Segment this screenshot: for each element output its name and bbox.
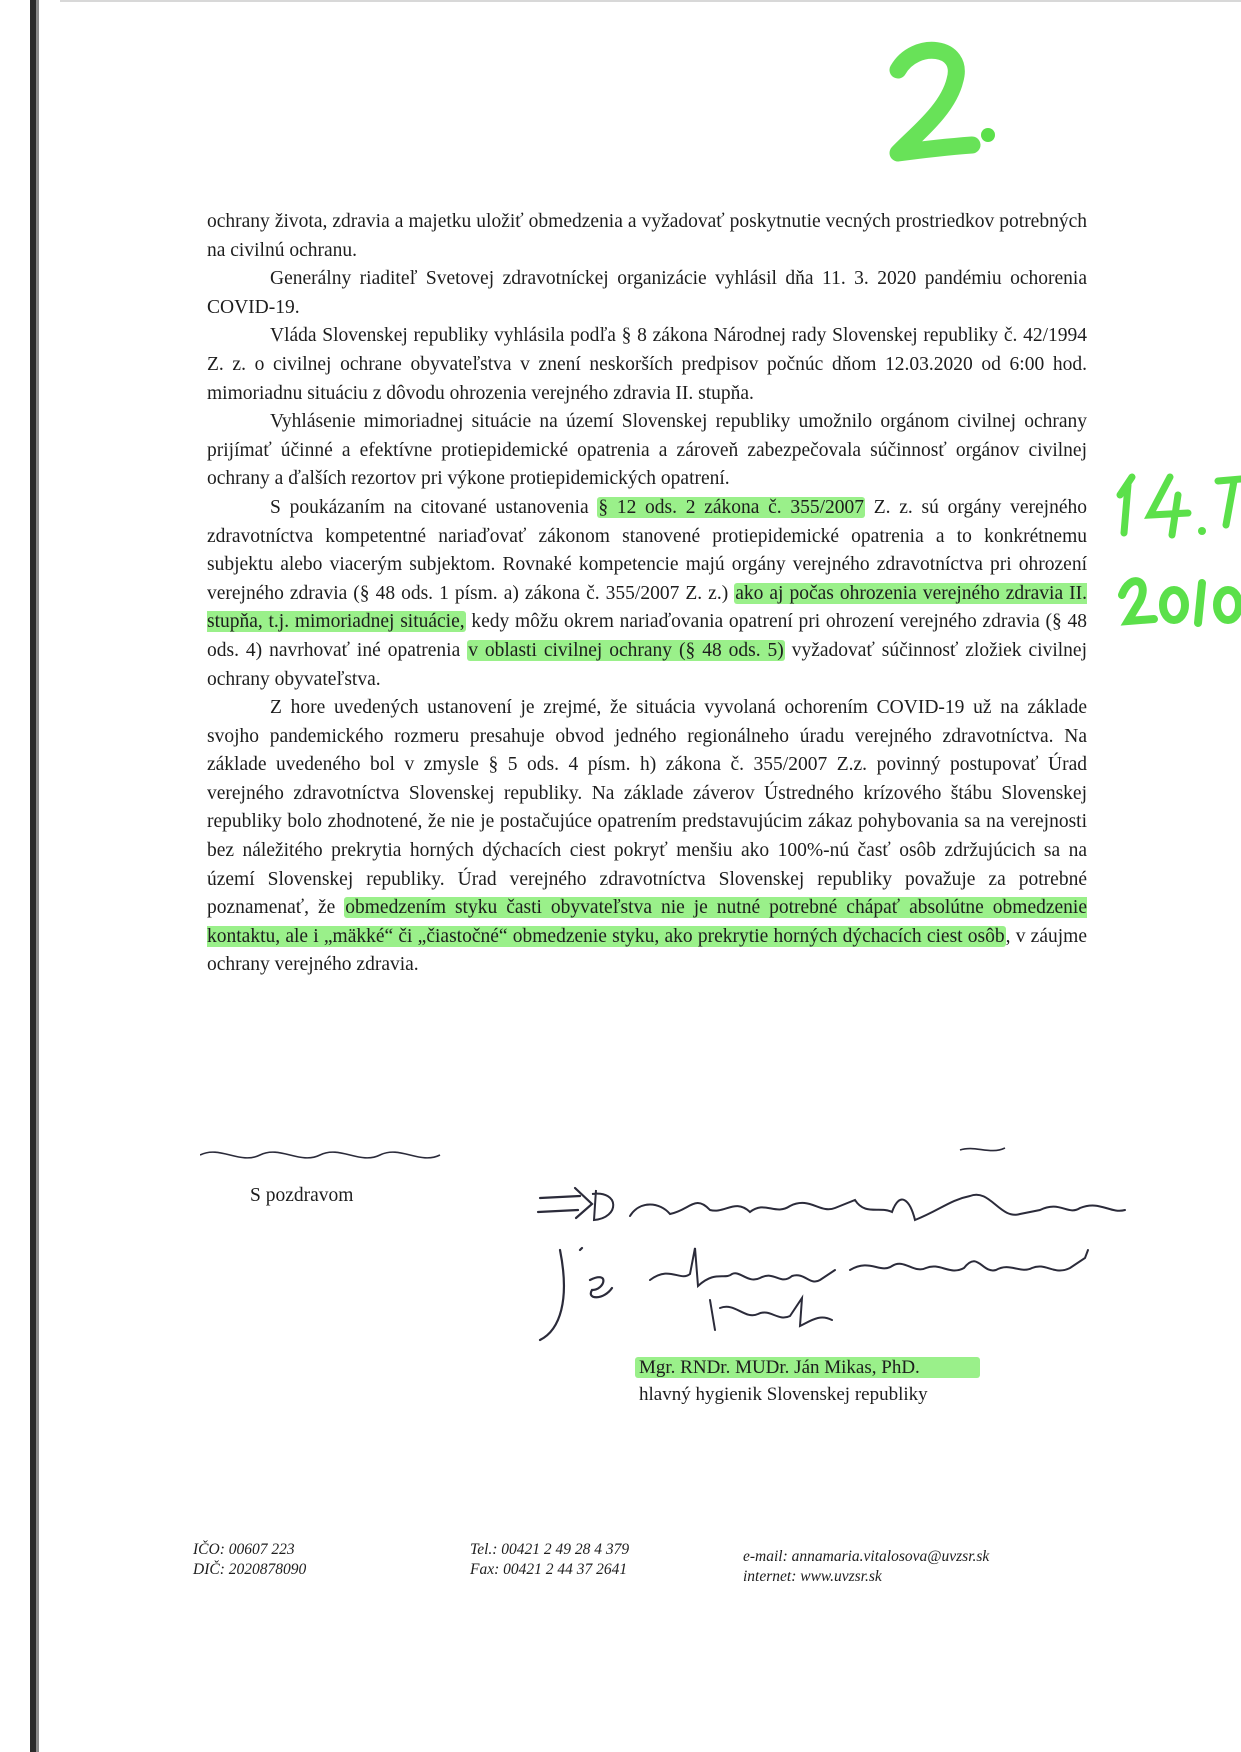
- scan-edge-shadow: [36, 0, 39, 1752]
- footer-email: e-mail: annamaria.vitalosova@uvzsr.sk: [743, 1548, 990, 1565]
- paragraph-text: Vláda Slovenskej republiky vyhlásila podľa § 8 zákona Národnej rady Slovenskej republiky č. 42/1994 Z. z. o civilnej ochrane obyvateľstva v znení neskorších predpisov počnúc dňom 12.03.2020 od 6:00 hod. mimoriadnu situáciu z dôvodu ohrozenia verejného zdravia II. stupňa.: [207, 325, 1087, 404]
- signatory-title: hlavný hygienik Slovenskej republiky: [639, 1384, 928, 1405]
- highlighted-text: § 12 ods. 2 zákona č. 355/2007: [598, 496, 865, 518]
- wavy-underline: [200, 1140, 1020, 1170]
- letter-paragraph: [207, 322, 1087, 408]
- margin-note-date: [1110, 455, 1241, 655]
- greeting: S pozdravom: [250, 1185, 354, 1206]
- paragraph-text: Z hore uvedených ustanovení je zrejmé, že situácia vyvolaná ochorením COVID-19 už na základe svojho pandemického rozmeru presahuje obvod jedného regionálneho úradu verejného zdravotníctva. Na základe uvedeného bol v zmysle § 5 ods. 4 písm. h) zákona č. 355/2007 Z.z. povinný postupovať Úrad verejného zdravotníctva Slovenskej republiky. Na základe záverov Ústredného krízového štábu Slovenskej republiky bolo zhodnotené, že nie je postačujúce opatrením predstavujúcim zákaz pohybovania sa na verejnosti bez náležitého prekrytia horných dýchacích ciest pokryť menšiu ako 100%-nú časť osôb zdržujúcich sa na území Slovenskej republiky. Úrad verejného zdravotníctva Slovenskej republiky považuje za potrebné poznamenať, že: [207, 697, 1087, 919]
- paragraph-text: vyžadovať súčinnosť zložiek civilnej ochrany obyvateľstva.: [207, 639, 1087, 690]
- highlighted-text: v oblasti civilnej ochrany (§ 48 ods. 5): [468, 639, 784, 661]
- paragraph-text: ochrany života, zdravia a majetku uložiť obmedzenia a vyžadovať poskytnutie vecných prostriedkov potrebných na civilnú ochranu.: [207, 211, 1087, 261]
- letter-paragraph: [207, 408, 1087, 494]
- footer-dic: DIČ: 2020878090: [193, 1561, 307, 1578]
- paragraph-text: S poukázaním na citované ustanovenia: [270, 496, 598, 518]
- paragraph-text: kedy môžu okrem nariaďovania opatrení pri ohrození verejného zdravia (§ 48 ods. 4) navrhovať iné opatrenia: [207, 611, 1088, 661]
- letter-paragraph: [207, 494, 1087, 694]
- scan-top-edge: [60, 0, 1241, 2]
- highlighted-text: obmedzením styku časti obyvateľstva nie je nutné potrebné chápať absolútne obmedzenie kontaktu, ale i „mäkké“ či „čiastočné“ obmedzenie styku, ako prekrytie horných dýchacích ciest osôb: [207, 897, 1087, 947]
- paragraph-text: Generálny riaditeľ Svetovej zdravotníckej organizácie vyhlásil dňa 11. 3. 2020 pandémiu ochorenia COVID-19.: [207, 268, 1087, 318]
- footer-ids: [193, 1540, 306, 1580]
- letter-paragraph: [207, 265, 1087, 322]
- footer-phone: [470, 1540, 629, 1580]
- handwritten-page-number: [860, 35, 1000, 170]
- highlighted-text: ako aj počas ohrozenia verejného zdravia II. stupňa, t.j. mimoriadnej situácie,: [207, 582, 1087, 633]
- letter-paragraph: [207, 208, 1087, 265]
- paragraph-text: Z. z. sú orgány verejného zdravotníctva kompetentné nariaďovať zákonom stanovené protiepidemické opatrenia a to konkrétnemu subjektu alebo viacerým subjektom. Rovnaké kompetencie majú orgány verejného zdravotníctva pri ohrození verejného zdravia (§ 48 ods. 1 písm. a) zákona č. 355/2007 Z. z.): [207, 496, 1087, 604]
- footer-tel: Tel.: 00421 2 49 28 4 379: [470, 1541, 630, 1558]
- footer-contact: [743, 1547, 989, 1587]
- letter-body: [207, 208, 1087, 980]
- footer-internet: internet: www.uvzsr.sk: [743, 1568, 882, 1585]
- paragraph-text: Vyhlásenie mimoriadnej situácie na území Slovenskej republiky umožnilo orgánom civilnej ochrany prijímať účinné a efektívne protiepidemické opatrenia a zároveň zabezpečovala súčinnosť orgánov civilnej ochrany a ďalších rezortov pri výkone protiepidemických opatrení.: [207, 411, 1087, 490]
- paragraph-text: , v záujme ochrany verejného zdravia.: [207, 925, 1087, 976]
- letter-paragraph: [207, 694, 1087, 980]
- signature-block: [635, 1354, 980, 1408]
- handwritten-annotation: [520, 1170, 1160, 1350]
- signatory-name: Mgr. RNDr. MUDr. Ján Mikas, PhD.: [635, 1357, 980, 1378]
- footer-fax: Fax: 00421 2 44 37 2641: [470, 1561, 628, 1578]
- footer-ico: IČO: 00607 223: [193, 1541, 295, 1558]
